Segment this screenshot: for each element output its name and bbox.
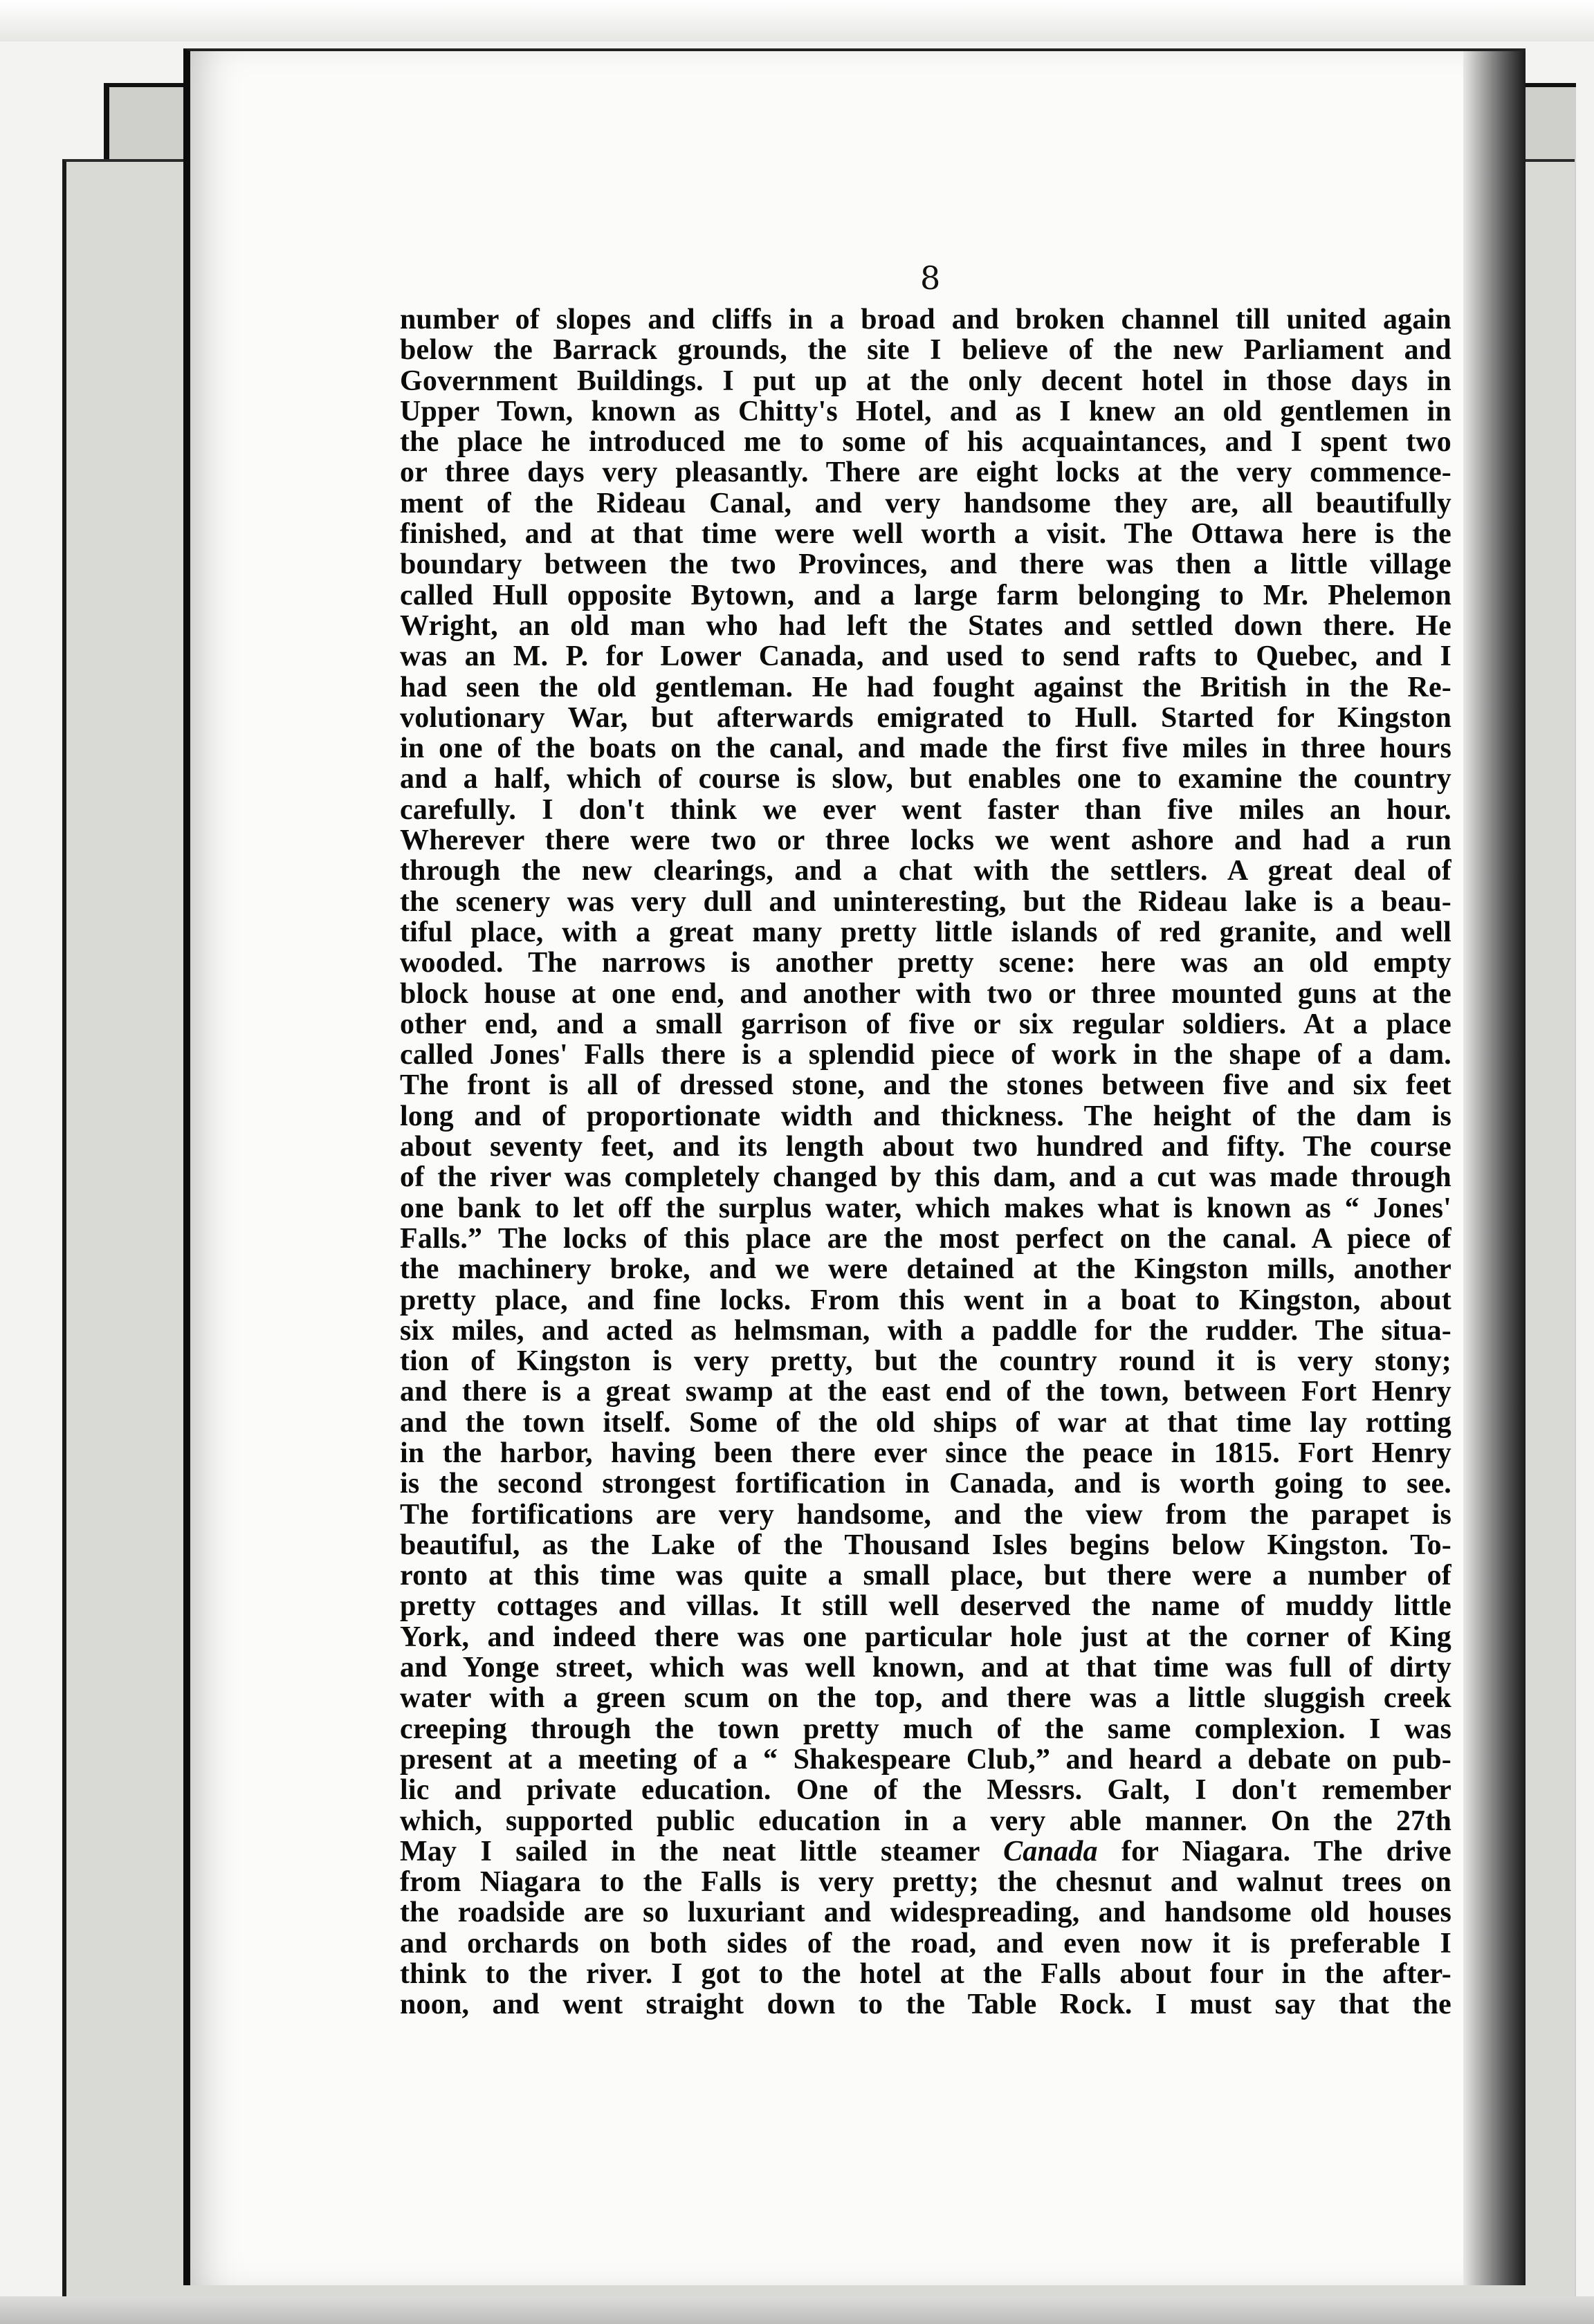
ship-name: Canada xyxy=(1003,1836,1098,1868)
text-line: called Hull opposite Bytown, and a large farm belonging to Mr. Phelemon xyxy=(400,580,1451,611)
text-line: ment of the Rideau Canal, and very handsome they are, all beautifully xyxy=(400,488,1451,519)
text-line: pretty cottages and villas. It still well deserved the name of muddy little xyxy=(400,1591,1451,1622)
text-line: Wright, an old man who had left the States and settled down there. He xyxy=(400,610,1451,642)
text-line: finished, and at that time were well worth a visit. The Ottawa here is the xyxy=(400,519,1451,550)
text-line: long and of proportionate width and thickness. The height of the dam is xyxy=(400,1100,1451,1132)
text-line: the machinery broke, and we were detained at the Kingston mills, another xyxy=(400,1254,1451,1285)
text-line: pretty place, and fine locks. From this went in a boat to Kingston, about xyxy=(400,1284,1451,1316)
text-line: tion of Kingston is very pretty, but the country round it is very stony; xyxy=(400,1346,1451,1377)
text-line: about seventy feet, and its length about two hundred and fifty. The course xyxy=(400,1132,1451,1163)
scan-bottom-edge xyxy=(0,2296,1594,2324)
text-line: The front is all of dressed stone, and the stones between five and six feet xyxy=(400,1070,1451,1101)
text-line: six miles, and acted as helmsman, with a paddle for the rudder. The situa- xyxy=(400,1315,1451,1347)
text-line: Upper Town, known as Chitty's Hotel, and as I knew an old gentlemen in xyxy=(400,396,1451,427)
text-line: and Yonge street, which was well known, and at that time was full of dirty xyxy=(400,1652,1451,1684)
text-line: block house at one end, and another with two or three mounted guns at the xyxy=(400,978,1451,1009)
text-line: creeping through the town pretty much of the same complexion. I was xyxy=(400,1713,1451,1744)
text-line: and a half, which of course is slow, but enables one to examine the country xyxy=(400,764,1451,795)
text-line: one bank to let off the surplus water, which makes what is known as “ Jones' xyxy=(400,1192,1451,1224)
page-number: 8 xyxy=(920,259,941,297)
text-line: is the second strongest fortification in Canada, and is worth going to see. xyxy=(400,1468,1451,1500)
text-line: York, and indeed there was one particular hole just at the corner of King xyxy=(400,1621,1451,1653)
body-text xyxy=(400,304,1451,2020)
text-line: volutionary War, but afterwards emigrated to Hull. Started for Kingston xyxy=(400,702,1451,734)
text-line: the scenery was very dull and uninteresting, but the Rideau lake is a beau- xyxy=(400,886,1451,917)
scan-top-edge xyxy=(0,0,1594,42)
text-line: lic and private education. One of the Messrs. Galt, I don't remember xyxy=(400,1775,1451,1806)
text-line: ronto at this time was quite a small place, but there were a number of xyxy=(400,1560,1451,1592)
text-line: Government Buildings. I put up at the only decent hotel in those days in xyxy=(400,365,1451,396)
text-line: the place he introduced me to some of his acquaintances, and I spent two xyxy=(400,427,1451,458)
text-line: of the river was completely changed by this dam, and a cut was made through xyxy=(400,1162,1451,1193)
text-line: water with a green scum on the top, and there was a little sluggish creek xyxy=(400,1683,1451,1714)
text-line: from Niagara to the Falls is very pretty; the chesnut and walnut trees on xyxy=(400,1867,1451,1898)
text-line: The fortifications are very handsome, and the view from the parapet is xyxy=(400,1499,1451,1530)
text-line: and orchards on both sides of the road, and even now it is preferable I xyxy=(400,1928,1451,1959)
text-line: the roadside are so luxuriant and widespreading, and handsome old houses xyxy=(400,1897,1451,1928)
text-line: other end, and a small garrison of five or six regular soldiers. At a place xyxy=(400,1008,1451,1040)
text-line: beautiful, as the Lake of the Thousand Isles begins below Kingston. To- xyxy=(400,1529,1451,1561)
text-line: think to the river. I got to the hotel at the Falls about four in the after- xyxy=(400,1959,1451,1990)
text-line: present at a meeting of a “ Shakespeare Club,” and heard a debate on pub- xyxy=(400,1744,1451,1776)
text-line: in one of the boats on the canal, and made the first five miles in three hours xyxy=(400,733,1451,764)
text-line: Falls.” The locks of this place are the most perfect on the canal. A piece of xyxy=(400,1223,1451,1255)
text-line: had seen the old gentleman. He had fought against the British in the Re- xyxy=(400,672,1451,703)
text-line: Wherever there were two or three locks we went ashore and had a run xyxy=(400,825,1451,856)
text-line: number of slopes and cliffs in a broad and broken channel till united again xyxy=(400,304,1451,335)
text-line: below the Barrack grounds, the site I believe of the new Parliament and xyxy=(400,335,1451,366)
text-line: was an M. P. for Lower Canada, and used to send rafts to Quebec, and I xyxy=(400,641,1451,672)
text-line: called Jones' Falls there is a splendid piece of work in the shape of a dam. xyxy=(400,1040,1451,1071)
text-line: in the harbor, having been there ever since the peace in 1815. Fort Henry xyxy=(400,1437,1451,1469)
text-line: carefully. I don't think we ever went faster than five miles an hour. xyxy=(400,794,1451,826)
text-line: which, supported public education in a very able manner. On the 27th xyxy=(400,1805,1451,1836)
text-line: tiful place, with a great many pretty little islands of red granite, and well xyxy=(400,916,1451,948)
text-line: noon, and went straight down to the Table Rock. I must say that the xyxy=(400,1989,1451,2020)
text-line: and the town itself. Some of the old ships of war at that time lay rotting xyxy=(400,1407,1451,1438)
text-line: May I sailed in the neat little steamer Canada for Niagara. The drive xyxy=(400,1836,1451,1868)
text-line: through the new clearings, and a chat with the settlers. A great deal of xyxy=(400,856,1451,887)
text-line: or three days very pleasantly. There are eight locks at the very commence- xyxy=(400,457,1451,488)
page-spine-shadow xyxy=(1463,51,1526,2285)
text-line: and there is a great swamp at the east end of the town, between Fort Henry xyxy=(400,1376,1451,1408)
text-line: boundary between the two Provinces, and there was then a little village xyxy=(400,549,1451,580)
text-line: wooded. The narrows is another pretty scene: here was an old empty xyxy=(400,948,1451,979)
